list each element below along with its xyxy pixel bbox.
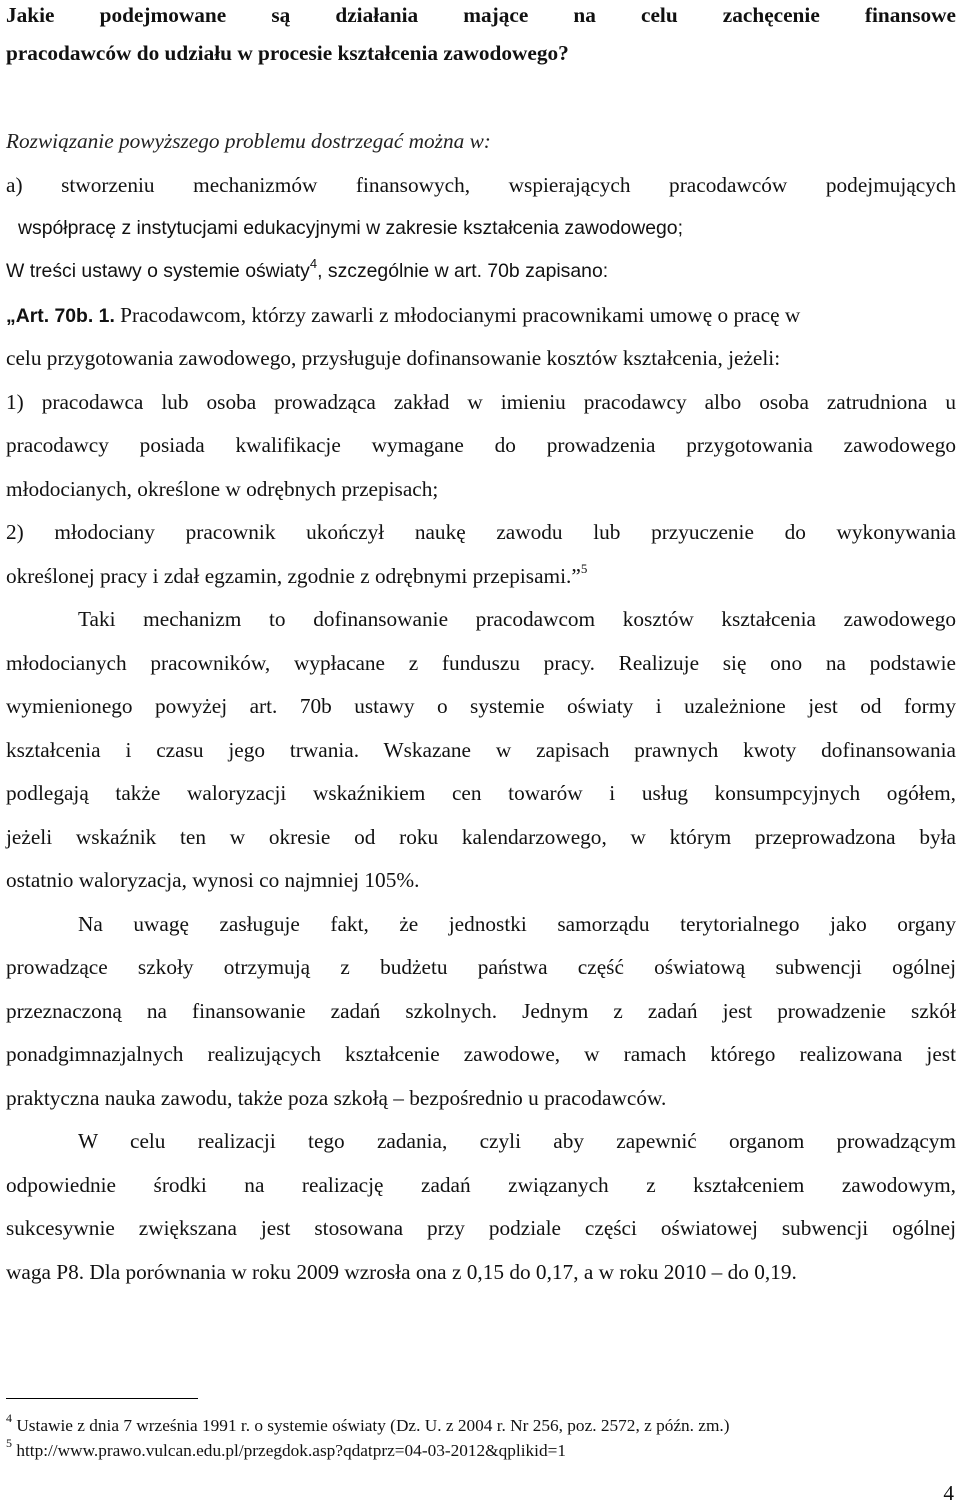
para3-line-4: waga P8. Dla porównania w roku 2009 wzrosła ona z 0,15 do 0,17, a w roku 2010 – do 0,19. <box>6 1260 797 1284</box>
para2-line-2: prowadzące szkoły otrzymują z budżetu państwa część oświatową subwencji ogólnej <box>6 955 956 979</box>
para1-line-5: podlegają także waloryzacji wskaźnikiem cen towarów i usług konsumpcyjnych ogółem, <box>6 781 956 805</box>
para1-line-7: ostatnio waloryzacja, wynosi co najmniej 105%. <box>6 868 420 892</box>
para3-line-1: W celu realizacji tego zadania, czyli aby zapewnić organom prowadzącym <box>78 1129 956 1153</box>
question-heading-line-2: pracodawców do udziału w procesie kształcenia zawodowego? <box>6 41 569 65</box>
para1-line-4: kształcenia i czasu jego trwania. Wskazane w zapisach prawnych kwoty dofinansowania <box>6 738 956 762</box>
para3-line-2: odpowiednie środki na realizację zadań związanych z kształceniem zawodowym, <box>6 1173 956 1197</box>
footnote-5-number: 5 <box>6 1436 12 1451</box>
condition-2-line-1: 2) młodociany pracownik ukończył naukę zawodu lub przyuczenie do wykonywania <box>6 520 956 544</box>
para3-line-3: sukcesywnie zwiększana jest stosowana przy podziale części oświatowej subwencji ogólnej <box>6 1216 956 1240</box>
condition-1-line-3: młodocianych, określone w odrębnych przepisach; <box>6 477 439 501</box>
footnote-5-link[interactable]: http://www.prawo.vulcan.edu.pl/przegdok.asp?qdatprz=04-03-2012&qplikid=1 <box>12 1441 566 1460</box>
question-heading-line-1: Jakie podejmowane są działania mające na celu zachęcenie finansowe <box>6 3 956 27</box>
footnote-5 <box>6 1436 566 1463</box>
statute-lead-text: W treści ustawy o systemie oświaty <box>6 260 310 282</box>
item-a-line-1: a) stworzeniu mechanizmów finansowych, wspierających pracodawców podejmujących <box>6 173 956 197</box>
para1-line-6: jeżeli wskaźnik ten w okresie od roku kalendarzowego, w którym przeprowadzona była <box>6 825 956 849</box>
para1-line-2: młodocianych pracowników, wypłacane z funduszu pracy. Realizuje się ono na podstawie <box>6 651 956 675</box>
footnote-ref-4[interactable]: 4 <box>309 255 318 271</box>
condition-2-line-2 <box>6 561 956 591</box>
condition-1-line-2: pracodawcy posiada kwalifikacje wymagane do prowadzenia przygotowania zawodowego <box>6 433 956 457</box>
statute-lead-tail: , szczególnie w art. 70b zapisano: <box>317 260 609 282</box>
article-label: „Art. 70b. 1. <box>6 305 115 327</box>
statute-lead <box>6 256 956 286</box>
footnote-ref-5[interactable]: 5 <box>580 560 588 576</box>
item-a-line-2: współpracę z instytucjami edukacyjnymi w zakresie kształcenia zawodowego; <box>18 217 683 239</box>
intro-text: Rozwiązanie powyższego problemu dostrzegać można w: <box>6 129 491 153</box>
para2-line-3: przeznaczoną na finansowanie zadań szkolnych. Jednym z zadań jest prowadzenie szkół <box>6 999 956 1023</box>
footnote-separator <box>6 1398 198 1399</box>
footnote-4-text: Ustawie z dnia 7 września 1991 r. o systemie oświaty (Dz. U. z 2004 r. Nr 256, poz. 2572, z późn. zm.) <box>12 1416 730 1435</box>
para1-line-1: Taki mechanizm to dofinansowanie pracodawcom kosztów kształcenia zawodowego <box>78 607 956 631</box>
footnote-4-number: 4 <box>6 1411 12 1426</box>
para2-line-1: Na uwagę zasługuje fakt, że jednostki samorządu terytorialnego jako organy <box>78 912 956 936</box>
condition-1-line-1: 1) pracodawca lub osoba prowadząca zakład w imieniu pracodawcy albo osoba zatrudniona u <box>6 390 956 414</box>
page-number: 4 <box>943 1481 954 1505</box>
para2-line-4: ponadgimnazjalnych realizujących kształcenie zawodowe, w ramach którego realizowana jest <box>6 1042 956 1066</box>
condition-2-text: określonej pracy i zdał egzamin, zgodnie z odrębnymi przepisami.” <box>6 564 581 588</box>
article-line-2: celu przygotowania zawodowego, przysługuje dofinansowanie kosztów kształcenia, jeżeli: <box>6 346 781 370</box>
article-text-1: Pracodawcom, którzy zawarli z młodocianymi pracownikami umowę o pracę w <box>114 303 801 327</box>
para2-line-5: praktyczna nauka zawodu, także poza szkołą – bezpośrednio u pracodawców. <box>6 1086 667 1110</box>
article-line-1 <box>6 300 956 331</box>
footnote-4 <box>6 1411 730 1438</box>
para1-line-3: wymienionego powyżej art. 70b ustawy o systemie oświaty i uzależnione jest od formy <box>6 694 956 718</box>
